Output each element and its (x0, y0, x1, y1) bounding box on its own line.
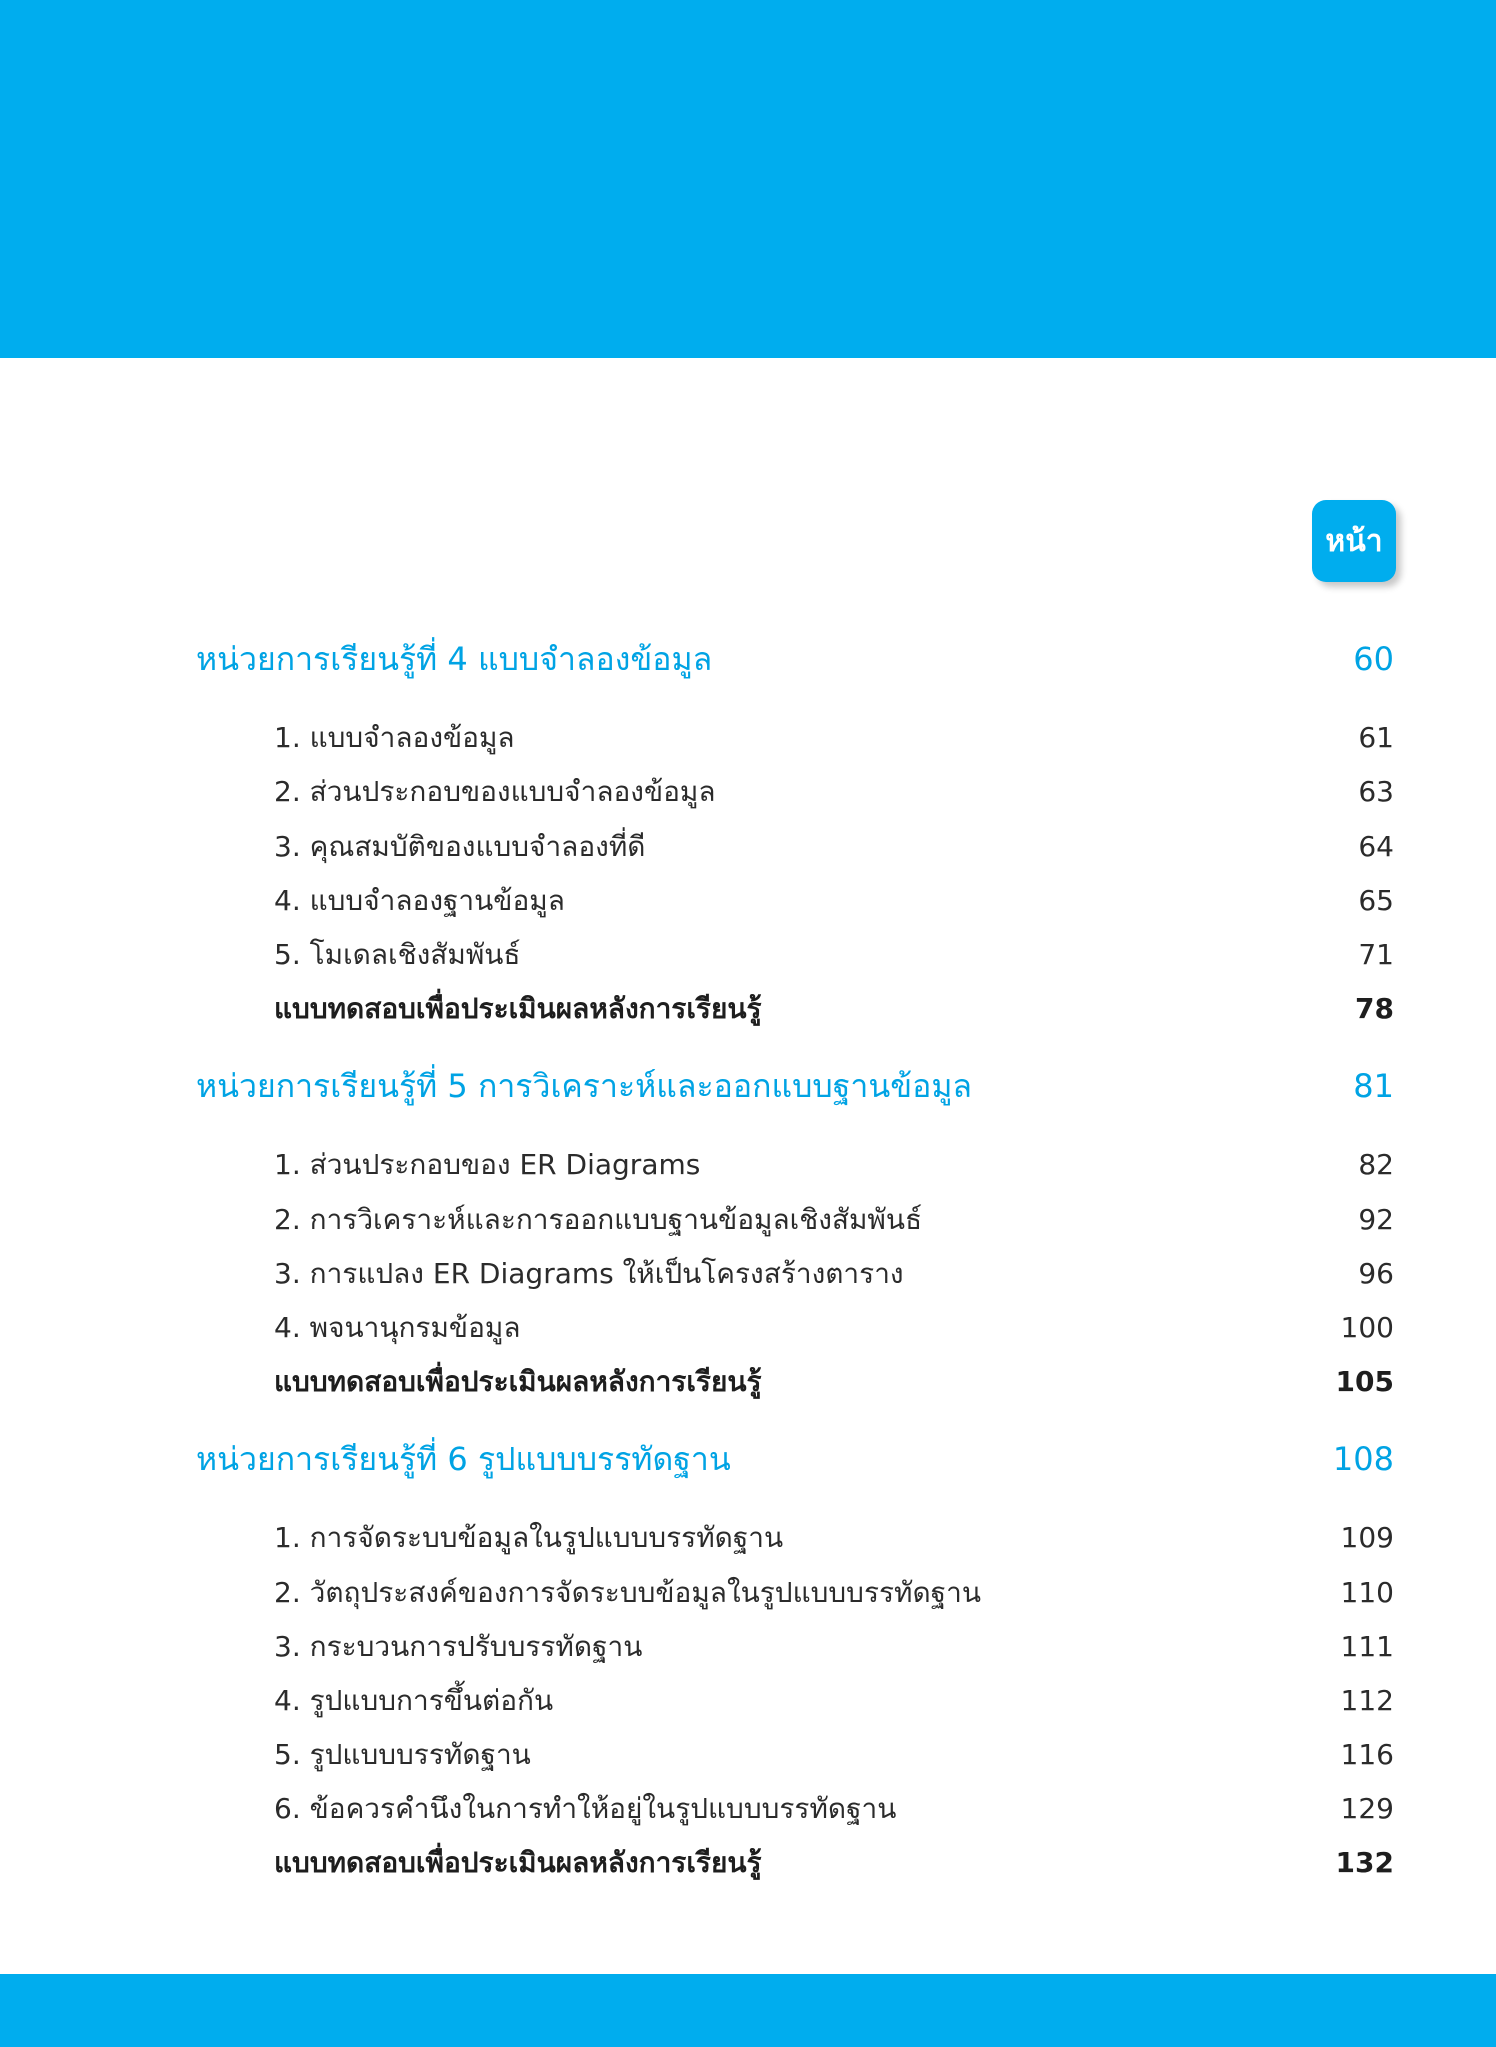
test-page: 105 (1335, 1365, 1394, 1398)
item-title: 4. รูปแบบการขึ้นต่อกัน (274, 1684, 554, 1717)
test-title: แบบทดสอบเพื่อประเมินผลหลังการเรียนรู้ (274, 992, 762, 1025)
toc-item[interactable] (0, 1193, 1496, 1247)
item-page: 65 (1358, 884, 1394, 917)
item-page: 100 (1340, 1311, 1394, 1344)
toc-item[interactable] (0, 1728, 1496, 1782)
item-page: 110 (1340, 1576, 1394, 1609)
item-title: 2. การวิเคราะห์และการออกแบบฐานข้อมูลเชิงสัมพันธ์ (274, 1203, 923, 1236)
unit-title: หน่วยการเรียนรู้ที่ 4 แบบจำลองข้อมูล (196, 640, 713, 678)
toc-item[interactable] (0, 1674, 1496, 1728)
toc-item[interactable] (0, 1138, 1496, 1192)
unit-title: หน่วยการเรียนรู้ที่ 6 รูปแบบบรรทัดฐาน (196, 1440, 731, 1478)
item-page: 112 (1340, 1684, 1394, 1717)
toc-unit-6[interactable] (0, 1432, 1496, 1486)
test-page: 132 (1335, 1846, 1394, 1879)
item-page: 63 (1358, 775, 1394, 808)
item-title: 6. ข้อควรคำนึงในการทำให้อยู่ในรูปแบบบรรทัดฐาน (274, 1792, 897, 1825)
toc-item[interactable] (0, 1620, 1496, 1674)
toc-item[interactable] (0, 820, 1496, 874)
item-title: 5. โมเดลเชิงสัมพันธ์ (274, 938, 521, 971)
item-page: 92 (1358, 1203, 1394, 1236)
toc-unit-5[interactable] (0, 1059, 1496, 1113)
unit-page: 108 (1332, 1440, 1394, 1478)
item-title: 2. วัตถุประสงค์ของการจัดระบบข้อมูลในรูปแบบบรรทัดฐาน (274, 1576, 981, 1609)
unit-page: 81 (1353, 1067, 1394, 1105)
item-title: 1. การจัดระบบข้อมูลในรูปแบบบรรทัดฐาน (274, 1521, 784, 1554)
item-title: 3. คุณสมบัติของแบบจำลองที่ดี (274, 830, 646, 863)
item-page: 111 (1340, 1630, 1394, 1663)
footer-band (0, 1974, 1496, 2047)
header-band (0, 0, 1496, 358)
item-page: 129 (1340, 1792, 1394, 1825)
toc-item[interactable] (0, 1566, 1496, 1620)
item-page: 109 (1340, 1521, 1394, 1554)
item-title: 2. ส่วนประกอบของแบบจำลองข้อมูล (274, 775, 716, 808)
toc-test[interactable] (0, 982, 1496, 1036)
item-page: 64 (1358, 830, 1394, 863)
toc-unit-4[interactable] (0, 632, 1496, 686)
item-title: 5. รูปแบบบรรทัดฐาน (274, 1738, 531, 1771)
toc-item[interactable] (0, 1511, 1496, 1565)
toc-item[interactable] (0, 711, 1496, 765)
toc-item[interactable] (0, 1782, 1496, 1836)
test-page: 78 (1355, 992, 1394, 1025)
item-page: 116 (1340, 1738, 1394, 1771)
item-title: 1. ส่วนประกอบของ ER Diagrams (274, 1148, 701, 1181)
toc-item[interactable] (0, 765, 1496, 819)
test-title: แบบทดสอบเพื่อประเมินผลหลังการเรียนรู้ (274, 1846, 762, 1879)
page-column-badge (1312, 500, 1396, 582)
toc-item[interactable] (0, 928, 1496, 982)
toc-item[interactable] (0, 1247, 1496, 1301)
item-title: 1. แบบจำลองข้อมูล (274, 721, 515, 754)
unit-title: หน่วยการเรียนรู้ที่ 5 การวิเคราะห์และออกแบบฐานข้อมูล (196, 1067, 973, 1105)
page-column-label: หน้า (1325, 523, 1383, 559)
toc-item[interactable] (0, 874, 1496, 928)
item-page: 71 (1358, 938, 1394, 971)
item-page: 96 (1358, 1257, 1394, 1290)
unit-page: 60 (1353, 640, 1394, 678)
item-title: 3. กระบวนการปรับบรรทัดฐาน (274, 1630, 643, 1663)
toc-test[interactable] (0, 1355, 1496, 1409)
test-title: แบบทดสอบเพื่อประเมินผลหลังการเรียนรู้ (274, 1365, 762, 1398)
toc-item[interactable] (0, 1301, 1496, 1355)
item-title: 4. พจนานุกรมข้อมูล (274, 1311, 521, 1344)
item-title: 4. แบบจำลองฐานข้อมูล (274, 884, 565, 917)
item-title: 3. การแปลง ER Diagrams ให้เป็นโครงสร้างตาราง (274, 1257, 904, 1290)
item-page: 82 (1358, 1148, 1394, 1181)
toc-test[interactable] (0, 1836, 1496, 1890)
item-page: 61 (1358, 721, 1394, 754)
